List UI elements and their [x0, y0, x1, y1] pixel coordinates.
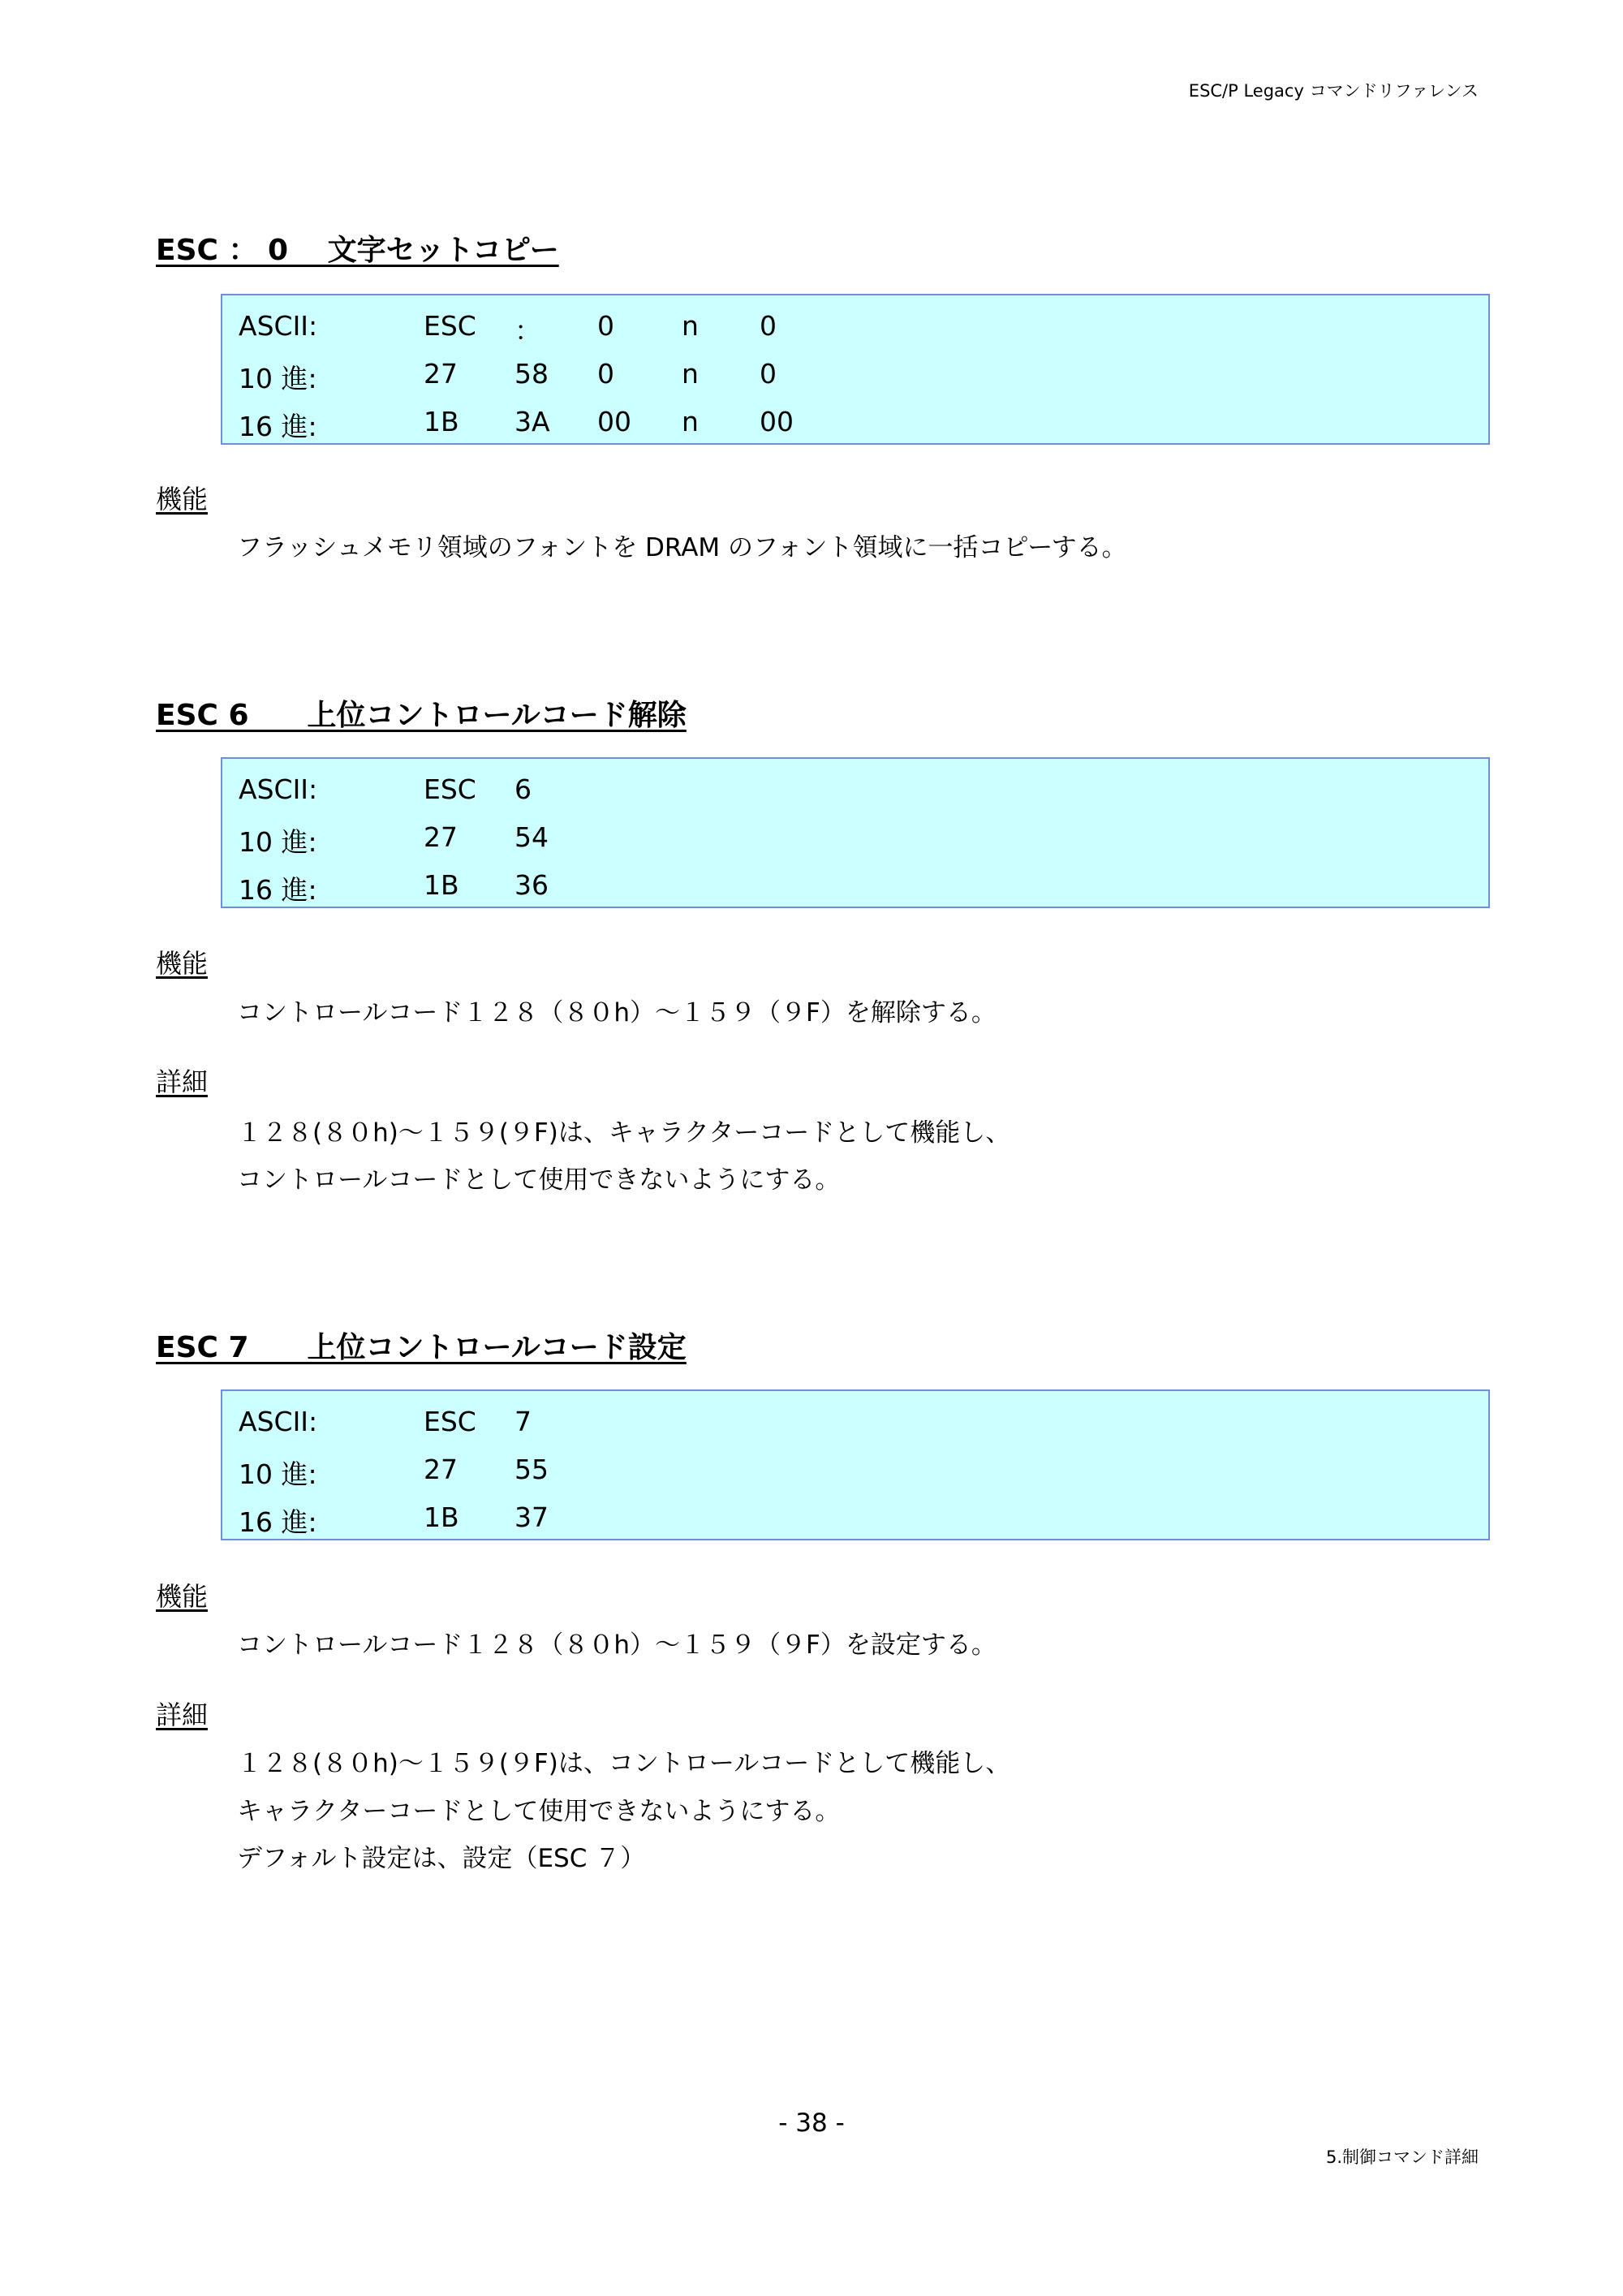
code-cell: 0: [597, 358, 614, 390]
code-cell: 1B: [424, 1501, 459, 1533]
function-text: コントロールコード１２８（８０h）～１５９（９F）を設定する。: [237, 1630, 997, 1660]
code-cell: n: [682, 310, 699, 342]
row-label: ASCII:: [239, 773, 318, 805]
code-cell: 54: [514, 821, 549, 853]
code-cell: n: [682, 358, 699, 390]
code-cell: 36: [514, 869, 549, 901]
row-label: 10 進:: [239, 1458, 317, 1490]
row-label: ASCII:: [239, 310, 318, 342]
row-label: 10 進:: [239, 826, 317, 858]
code-cell: ESC: [424, 1406, 476, 1437]
code-cell: ：: [514, 315, 541, 347]
code-cell: 27: [424, 358, 458, 390]
detail-text: １２８(８０h)～１５９(９F)は、コントロールコードとして機能し、: [237, 1749, 1011, 1778]
command-code-box: [221, 294, 1490, 445]
detail-text: １２８(８０h)～１５９(９F)は、キャラクターコードとして機能し、: [237, 1118, 1011, 1148]
code-cell: 55: [514, 1454, 549, 1485]
detail-text: コントロールコードとして使用できないようにする。: [237, 1165, 841, 1195]
code-cell: 3A: [514, 406, 550, 437]
code-cell: 7: [514, 1406, 532, 1437]
code-cell: ESC: [424, 773, 476, 805]
section-title-esc-colon-0: ESC ： 0 文字セットコピー: [156, 234, 559, 267]
code-cell: 1B: [424, 406, 459, 437]
row-label: 16 進:: [239, 1506, 317, 1538]
row-label: 10 進:: [239, 363, 317, 394]
detail-text: デフォルト設定は、設定（ESC ７）: [237, 1844, 646, 1873]
code-cell: 1B: [424, 869, 459, 901]
row-label: 16 進:: [239, 411, 317, 442]
code-cell: n: [682, 406, 699, 437]
function-heading: 機能: [156, 484, 209, 515]
document-header: ESC/P Legacy コマンドリファレンス: [1188, 81, 1479, 101]
code-cell: 37: [514, 1501, 549, 1533]
section-title-esc-6: ESC 6 上位コントロールコード解除: [156, 699, 687, 732]
code-cell: 6: [514, 773, 532, 805]
code-cell: 27: [424, 1454, 458, 1485]
code-cell: 00: [597, 406, 631, 437]
page-number: - 38 -: [778, 2109, 845, 2138]
command-code-box: [221, 757, 1490, 908]
code-cell: 27: [424, 821, 458, 853]
command-code-box: [221, 1389, 1490, 1540]
row-label: 16 進:: [239, 874, 317, 906]
detail-text: キャラクターコードとして使用できないようにする。: [237, 1797, 841, 1826]
code-cell: 58: [514, 358, 549, 390]
chapter-footer: 5.制御コマンド詳細: [1325, 2147, 1479, 2167]
function-heading: 機能: [156, 1581, 209, 1612]
code-cell: ESC: [424, 310, 476, 342]
detail-heading: 詳細: [156, 1066, 209, 1097]
row-label: ASCII:: [239, 1406, 318, 1437]
code-cell: 0: [597, 310, 614, 342]
section-title-esc-7: ESC 7 上位コントロールコード設定: [156, 1331, 687, 1364]
code-cell: 00: [760, 406, 794, 437]
function-text: コントロールコード１２８（８０h）～１５９（９F）を解除する。: [237, 998, 997, 1027]
code-cell: 0: [760, 310, 777, 342]
function-heading: 機能: [156, 948, 209, 979]
code-cell: 0: [760, 358, 777, 390]
function-text: フラッシュメモリ領域のフォントを DRAM のフォント領域に一括コピーする。: [237, 533, 1127, 562]
detail-heading: 詳細: [156, 1699, 209, 1730]
